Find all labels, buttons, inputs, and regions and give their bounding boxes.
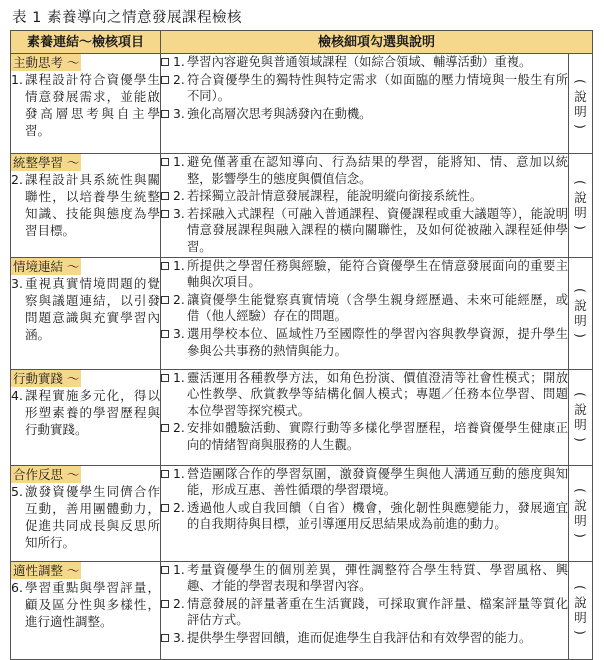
note-cell[interactable] [569,369,593,465]
checklist-table [10,30,593,660]
check-item-text: 營造團隊合作的學習氛圍，激發資優學生與他人溝通互動的態度與知能，形成互惠、善性循環的學習環境。 [187,466,568,498]
check-item-text: 安排如體驗活動、實際行動等多樣化學習歷程，培養資優學生健康正向的情緒智商與服務的人生觀。 [187,421,568,452]
checkbox[interactable] [161,158,169,166]
check-items-cell [161,465,569,561]
dimension-name: 行動實踐 ～ [13,370,80,386]
check-item [161,466,568,499]
dimension-name: 主動思考 ～ [13,55,80,70]
check-item [161,500,568,533]
check-item-number: 3. [173,630,185,645]
note-close-paren: ) [573,225,589,231]
check-item-text: 強化高層次思考與誘發內在動機。 [187,106,372,121]
note-open-paren: ( [573,78,589,84]
check-item-number: 2. [173,500,185,515]
dimension-description: 課程實施多元化，得以形塑素養的學習歷程與行動實踐。 [25,387,160,437]
check-item [161,188,568,205]
dimension-number: 5. [11,483,23,499]
dimension-description: 課程設計具系統性與關聯性，以培養學生統整知識、技能與態度為學習目標。 [25,172,160,238]
header-items: 檢核細項勾選與說明 [161,31,593,54]
dimension-name: 適性調整 ～ [13,562,80,578]
table-row [11,54,593,154]
check-item-text: 學習內容避免與普通領域課程（如綜合領域、輔導活動）重複。 [187,55,532,69]
note-char: 明 [574,610,587,626]
checkbox[interactable] [161,210,169,218]
check-item-number: 2. [173,292,185,307]
check-item-number: 1. [173,155,185,169]
note-char: 明 [574,313,587,329]
check-item-text: 考量資優學生的個別差異，彈性調整符合學生特質、學習風格、興趣、才能的學習表現和學習內容。 [187,562,568,594]
dimension-number: 2. [11,172,23,187]
table-row [11,257,593,369]
check-item-number: 3. [173,326,185,341]
checkbox[interactable] [161,374,169,382]
note-close-paren: ) [573,533,589,539]
checkbox[interactable] [161,424,169,432]
note-char: 說 [574,498,587,514]
note-char: 說 [574,298,587,314]
note-char: 明 [574,417,587,433]
check-item [161,106,568,123]
table-row [11,369,593,465]
checkbox[interactable] [161,76,169,84]
dimension-cell [11,465,161,561]
note-char: 說 [574,402,587,418]
check-item [161,258,568,291]
dimension-number: 6. [11,579,23,595]
check-item-text: 若採融入式課程（可融入普通課程、資優課程或重大議題等），能說明情意發展課程與融入課程的橫向關聯性，及如何從被融入課程延伸學習。 [187,206,568,254]
table-title: 表 1 素養導向之情意發展課程檢核 [12,10,242,26]
table-row [11,561,593,659]
check-item-number: 3. [173,206,185,221]
check-item [161,370,568,420]
note-char: 明 [574,103,587,119]
table-row [11,154,593,258]
check-item-text: 透過他人或自我回饋（自省）機會，強化韌性與應變能力，發展適宜的自我期待與目標，並引導運用反思結果成為前進的動力。 [187,500,568,532]
check-item-number: 2. [173,421,185,436]
checkbox[interactable] [161,504,169,512]
dimension-cell [11,257,161,369]
checkbox[interactable] [161,470,169,478]
check-item [161,72,568,105]
note-cell[interactable] [569,561,593,659]
dimension-number: 1. [11,72,23,87]
dimension-cell [11,154,161,258]
note-open-paren: ( [573,392,589,398]
check-items-cell [161,54,569,154]
check-item-text: 讓資優學生能覺察真實情境（含學生親身經歷過、未來可能經歷，或借（他人經驗）存在的問題。 [187,292,568,324]
note-char: 明 [574,513,587,529]
note-char: 說 [574,595,587,611]
check-item-text: 提供學生學習回饋，進而促進學生自我評估和有效學習的能力。 [187,630,532,645]
note-char: 說 [574,88,587,104]
note-cell[interactable] [569,257,593,369]
checkbox[interactable] [161,110,169,118]
check-item-number: 3. [173,106,185,121]
checkbox[interactable] [161,262,169,270]
dimension-cell [11,54,161,154]
check-item-text: 避免僅著重在認知導向、行為結果的學習，能將知、情、意加以統整，影響學生的態度與價值信念。 [187,155,568,186]
note-open-paren: ( [573,585,589,591]
check-item-text: 靈活運用各種教學方法，如角色扮演、價值澄清等社會性模式；開放心性教學、欣賞教學等結構化個人模式；專題／任務本位學習、問題本位學習等探究模式。 [187,370,568,418]
dimension-cell [11,369,161,465]
note-close-paren: ) [573,630,589,636]
check-items-cell [161,561,569,659]
note-char: 明 [574,205,587,221]
checkbox[interactable] [161,296,169,304]
check-item-number: 1. [173,55,185,69]
dimension-description: 學習重點與學習評量，顧及區分性與多樣性，進行適性調整。 [25,579,160,629]
note-open-paren: ( [573,288,589,294]
note-char: 說 [574,190,587,206]
check-item-number: 1. [173,562,185,577]
check-items-cell [161,369,569,465]
note-cell[interactable] [569,54,593,154]
note-cell[interactable] [569,465,593,561]
note-close-paren: ) [573,123,589,129]
table-body [11,54,593,660]
check-item [161,206,568,256]
check-item-number: 1. [173,466,185,481]
check-item [161,596,568,629]
check-item [161,54,568,71]
check-item [161,420,568,453]
note-open-paren: ( [573,488,589,494]
dimension-cell [11,561,161,659]
check-item-number: 2. [173,72,185,87]
dimension-number: 3. [11,275,23,291]
check-items-cell [161,257,569,369]
checkbox[interactable] [161,330,169,338]
checkbox[interactable] [161,600,169,608]
check-item-text: 若採獨立設計情意發展課程，能說明縱向銜接系統性。 [187,189,483,204]
checkbox[interactable] [161,192,169,200]
check-item [161,630,568,647]
check-item-number: 2. [173,189,185,204]
table-row [11,465,593,561]
checkbox[interactable] [161,566,169,574]
note-open-paren: ( [573,180,589,186]
dimension-number: 4. [11,387,23,403]
check-item-text: 所提供之學習任務與經驗，能符合資優學生在情意發展面向的重要主軸與次項目。 [187,258,568,290]
dimension-description: 激發資優學生同儕合作互動，善用團體動力，促進共同成長與反思所知所行。 [25,483,160,550]
check-item-number: 1. [173,370,185,385]
check-item-number: 1. [173,258,185,273]
table-header-row [11,31,593,54]
checkbox[interactable] [161,634,169,642]
check-item-text: 選用學校本位、區域性乃至國際性的學習內容與教學資源，提升學生參與公共事務的熱情與能力。 [187,326,568,358]
check-item-text: 情意發展的評量著重在生活實踐，可採取實作評量、檔案評量等質化評估方式。 [187,596,568,628]
dimension-name: 情境連結 ～ [13,258,80,274]
note-close-paren: ) [573,333,589,339]
check-item-number: 2. [173,596,185,611]
checkbox[interactable] [161,58,169,66]
check-item-text: 符合資優學生的獨特性與特定需求（如面臨的壓力情境與一般生有所不同）。 [187,72,568,104]
note-close-paren: ) [573,437,589,443]
dimension-name: 合作反思 ～ [13,466,80,482]
header-dimension: 素養連結～檢核項目 [11,31,161,54]
dimension-description: 重視真實情境問題的覺察與議題連結，以引發問題意識與充實學習內涵。 [25,275,160,342]
check-items-cell [161,154,569,258]
check-item [161,154,568,187]
check-item [161,562,568,595]
note-cell[interactable] [569,154,593,258]
dimension-description: 課程設計符合資優學生情意發展需求，並能啟發高層思考與自主學習。 [25,72,160,138]
check-item [161,326,568,359]
check-item [161,292,568,325]
dimension-name: 統整學習 ～ [13,155,80,170]
